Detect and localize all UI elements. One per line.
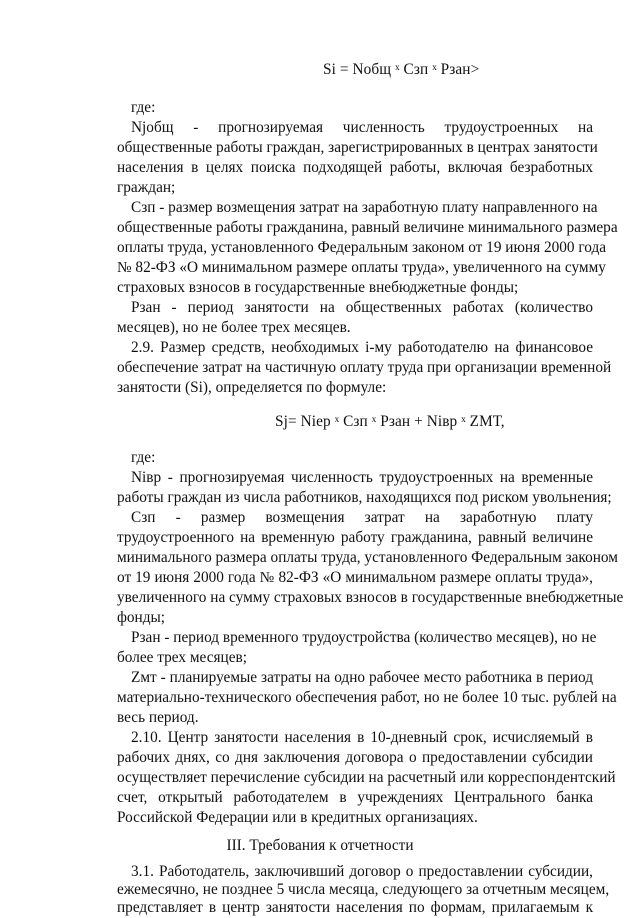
clause-2-9-line: занятости (Si), определяется по формуле: <box>117 379 387 396</box>
section-heading: III. Требования к отчетности <box>226 837 414 854</box>
clause-2-9-line: 2.9. Размер средств, необходимых i-му работодателю на финансовое <box>131 339 593 356</box>
definition-rzan-line: месяцев), но не более трех месяцев. <box>117 319 351 336</box>
where-label: где: <box>131 449 156 466</box>
clause-2-10-line: Российской Федерации или в кредитных организациях. <box>117 809 478 826</box>
definition-szp2-line: минимального размера оплаты труда, установленного Федеральным законом <box>117 549 618 566</box>
definition-szp-line: Сзп - размер возмещения затрат на заработную плату направленного на <box>131 199 598 216</box>
definition-nivr-line: Niвр - прогнозируемая численность трудоустроенных на временные <box>131 469 593 486</box>
definition-nj-line: населения в целях поиска подходящей работы, включая безработных <box>117 159 593 176</box>
where-label: где: <box>131 99 156 116</box>
definition-szp2-line: увеличенного на сумму страховых взносов в государственные внебюджетные <box>117 589 624 606</box>
definition-zmt-line: Zмт - планируемые затраты на одно рабочее место работника в период <box>131 669 593 686</box>
definition-zmt-line: весь период. <box>117 709 199 726</box>
definition-nj-line: граждан; <box>117 179 176 196</box>
formula-temporary-work: Sj= Niер ˣ Сзп ˣ Рзан + Niвр ˣ ZМТ, <box>275 413 505 430</box>
clause-3-1-line: ежемесячно, не позднее 5 числа месяца, следующего за отчетным месяцем, <box>117 881 610 898</box>
definition-rzan-line: Рзан - период занятости на общественных работах (количество <box>131 299 593 316</box>
definition-nj-line: общественные работы граждан, зарегистрированных в центрах занятости <box>117 139 598 156</box>
clause-3-1-line: представляет в центр занятости населения по формам, прилагаемым к <box>117 899 593 916</box>
definition-szp-line: оплаты труда, установленного Федеральным законом от 19 июня 2000 года <box>117 239 607 256</box>
definition-szp-line: № 82-ФЗ «О минимальном размере оплаты труда», увеличенного на сумму <box>117 259 606 276</box>
clause-2-10-line: рабочих днях, со дня заключения договора о предоставлении субсидии <box>117 749 593 766</box>
definition-rzan2-line: Рзан - период временного трудоустройства (количество месяцев), но не <box>131 629 597 646</box>
definition-szp2-line: Сзп - размер возмещения затрат на заработную плату <box>131 509 593 526</box>
definition-nj-line: Njобщ - прогнозируемая численность трудоустроенных на <box>131 119 593 136</box>
clause-2-9-line: обеспечение затрат на частичную оплату труда при организации временной <box>117 359 612 376</box>
clause-2-10-line: счет, открытый работодателем в учреждениях Центрального банка <box>117 789 593 806</box>
clause-3-1-line: 3.1. Работодатель, заключивший договор о предоставлении субсидии, <box>131 863 593 880</box>
definition-rzan2-line: более трех месяцев; <box>117 649 247 666</box>
definition-nivr-line: работы граждан из числа работников, находящихся под риском увольнения; <box>117 489 612 506</box>
clause-2-10-line: осуществляет перечисление субсидии на расчетный или корреспондентский <box>117 769 616 786</box>
definition-szp2-line: фонды; <box>117 609 166 626</box>
definition-szp2-line: трудоустроенного на временную работу гражданина, равный величине <box>117 529 593 546</box>
definition-zmt-line: материально-технического обеспечения работ, но не более 10 тыс. рублей на <box>117 689 617 706</box>
formula-public-works: Si = Nобщ ˣ Сзп ˣ Рзан> <box>323 61 480 78</box>
definition-szp-line: общественные работы гражданина, равный величине минимального размера <box>117 219 618 236</box>
definition-szp2-line: от 19 июня 2000 года № 82-ФЗ «О минимальном размере оплаты труда», <box>117 569 593 586</box>
definition-szp-line: страховых взносов в государственные внебюджетные фонды; <box>117 279 519 296</box>
clause-2-10-line: 2.10. Центр занятости населения в 10-дневный срок, исчисляемый в <box>131 729 593 746</box>
